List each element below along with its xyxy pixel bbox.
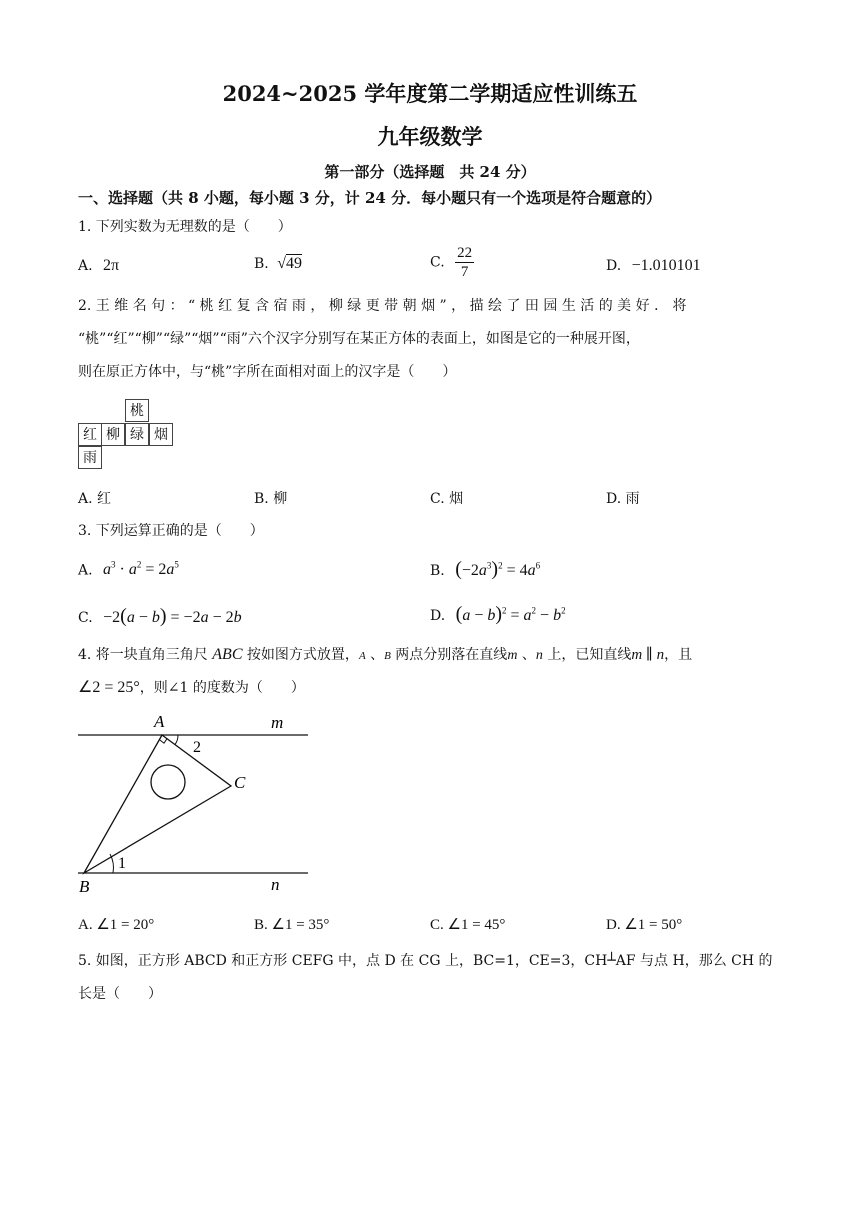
label-angle-1: 1 [118, 855, 126, 872]
q4-angle-2-given: ∠2 = 25° [78, 679, 140, 696]
q1-stem: 1. 下列实数为无理数的是（ ） [78, 219, 292, 235]
q3-option-d-label: D. [430, 608, 446, 624]
net-cell-top: 桃 [125, 399, 149, 422]
label-c: C [234, 773, 246, 792]
q4-triangle-name: ABC [212, 646, 243, 663]
q2-option-a[interactable]: A. 红 [78, 491, 112, 507]
q4-point-b: B [384, 650, 391, 662]
exam-title: 2024~2025 学年度第二学期适应性训练五 [222, 81, 638, 106]
q4-line-1 [78, 645, 692, 666]
q4-line-n: n [535, 648, 543, 663]
label-angle-2: 2 [193, 739, 201, 756]
q4-text: 4. 将一块直角三角尺 [78, 647, 213, 663]
net-cell-row-1: 红 [78, 423, 102, 446]
q1-option-b-label: B. [254, 256, 269, 272]
q4-option-a[interactable]: A. ∠1 = 20° [78, 917, 155, 933]
q3-option-a-label: A. [78, 562, 93, 579]
q1-fraction [455, 244, 474, 281]
q4-text: ，且 [664, 647, 693, 663]
q4-text: 、 [517, 647, 536, 663]
q4-text: 两点分别落在直线 [390, 647, 508, 663]
q1-option-a-label: A. [78, 258, 93, 274]
triangle-abc [84, 735, 231, 873]
exam-subject: 九年级数学 [377, 124, 483, 149]
q2-line-1: 2. 王 维 名 句 ： “ 桃 红 复 含 宿 雨 ， 柳 绿 更 带 朝 烟 ” ， 描 绘 了 田 园 生 活 的 美 好 ． 将 [78, 298, 687, 314]
q1-option-b[interactable] [254, 255, 302, 273]
q3-option-b-expr: $(-2a^3)^2 = 4a^6$ [455, 558, 541, 580]
q4-text: 、 [365, 647, 385, 663]
q3-option-d-expr: $(a - b)^2 = a^2 - b^2$ [455, 603, 566, 625]
q1-fraction-numerator: 22 [457, 245, 473, 261]
q4-line-m: m [507, 648, 518, 663]
q4-point-a: A [358, 650, 366, 662]
triangle-hole [151, 765, 185, 799]
q3-stem: 3. 下列运算正确的是（ ） [78, 523, 264, 539]
q3-option-c-expr: −2(a − b) = −2a − 2b [103, 605, 242, 627]
q3-option-b-label: B. [430, 563, 445, 579]
q4-option-b[interactable]: B. ∠1 = 35° [254, 917, 330, 933]
q3-option-c[interactable] [78, 605, 242, 628]
q4-figure [76, 710, 316, 900]
q3-option-d[interactable] [430, 603, 566, 626]
angle-2-arc [175, 735, 178, 745]
net-cell-row-3: 绿 [125, 423, 149, 446]
right-angle-mark [159, 739, 167, 744]
q1-option-d-value: −1.010101 [631, 257, 701, 274]
label-n: n [271, 875, 280, 894]
q4-option-d[interactable]: D. ∠1 = 50° [606, 917, 683, 933]
label-b: B [79, 877, 90, 896]
q3-option-b[interactable] [430, 558, 540, 581]
q1-option-c[interactable] [430, 244, 474, 281]
q4-text: ，则∠1 的度数为（ ） [139, 680, 305, 696]
q1-option-a-value: 2π [103, 257, 120, 274]
net-cell-row-4: 烟 [149, 423, 173, 446]
q2-option-c[interactable]: C. 烟 [430, 491, 464, 507]
label-a: A [154, 712, 165, 731]
q4-parallel: m ∥ n [631, 647, 665, 663]
q1-option-b-value: 49 [285, 255, 302, 272]
q2-option-d[interactable]: D. 雨 [606, 491, 640, 507]
q1-sqrt: √49 [277, 255, 302, 272]
net-cell-row-2: 柳 [101, 423, 125, 446]
q4-text: 上，已知直线 [542, 647, 632, 663]
q1-option-d[interactable] [606, 257, 701, 275]
q5-line-1: 5. 如图，正方形 ABCD 和正方形 CEFG 中，点 D 在 CG 上，BC=1，CE=3，CH┴AF 与点 H，那么 CH 的 [78, 953, 773, 969]
q4-text: 按如图方式放置， [242, 647, 359, 663]
q3-option-a-expr: $a^3 \cdot a^2 = 2a^5$ [103, 560, 179, 579]
q5-line-2: 长是（ ） [78, 986, 162, 1002]
net-cell-bottom: 雨 [78, 446, 102, 469]
q1-fraction-denominator: 7 [460, 264, 469, 280]
q1-option-c-label: C. [430, 254, 445, 271]
section-heading: 一、选择题（共 8 小题，每小题 3 分，计 24 分．每小题只有一个选项是符合题意的） [78, 189, 662, 207]
label-m: m [271, 713, 284, 732]
q3-option-c-label: C. [78, 610, 93, 626]
q3-option-a[interactable] [78, 560, 179, 579]
q2-option-b[interactable]: B. 柳 [254, 491, 288, 507]
q4-option-c[interactable]: C. ∠1 = 45° [430, 917, 506, 933]
part-heading: 第一部分（选择题 共 24 分） [324, 163, 536, 181]
q1-option-d-label: D. [606, 258, 622, 274]
q2-line-2: “桃”“红”“柳”“绿”“烟”“雨”六个汉字分别写在某正方体的表面上，如图是它的一种展开图， [78, 331, 640, 347]
q2-line-3: 则在原正方体中，与“桃”字所在面相对面上的汉字是（ ） [78, 364, 457, 380]
q4-line-2 [78, 678, 305, 698]
q1-option-a[interactable] [78, 257, 119, 275]
